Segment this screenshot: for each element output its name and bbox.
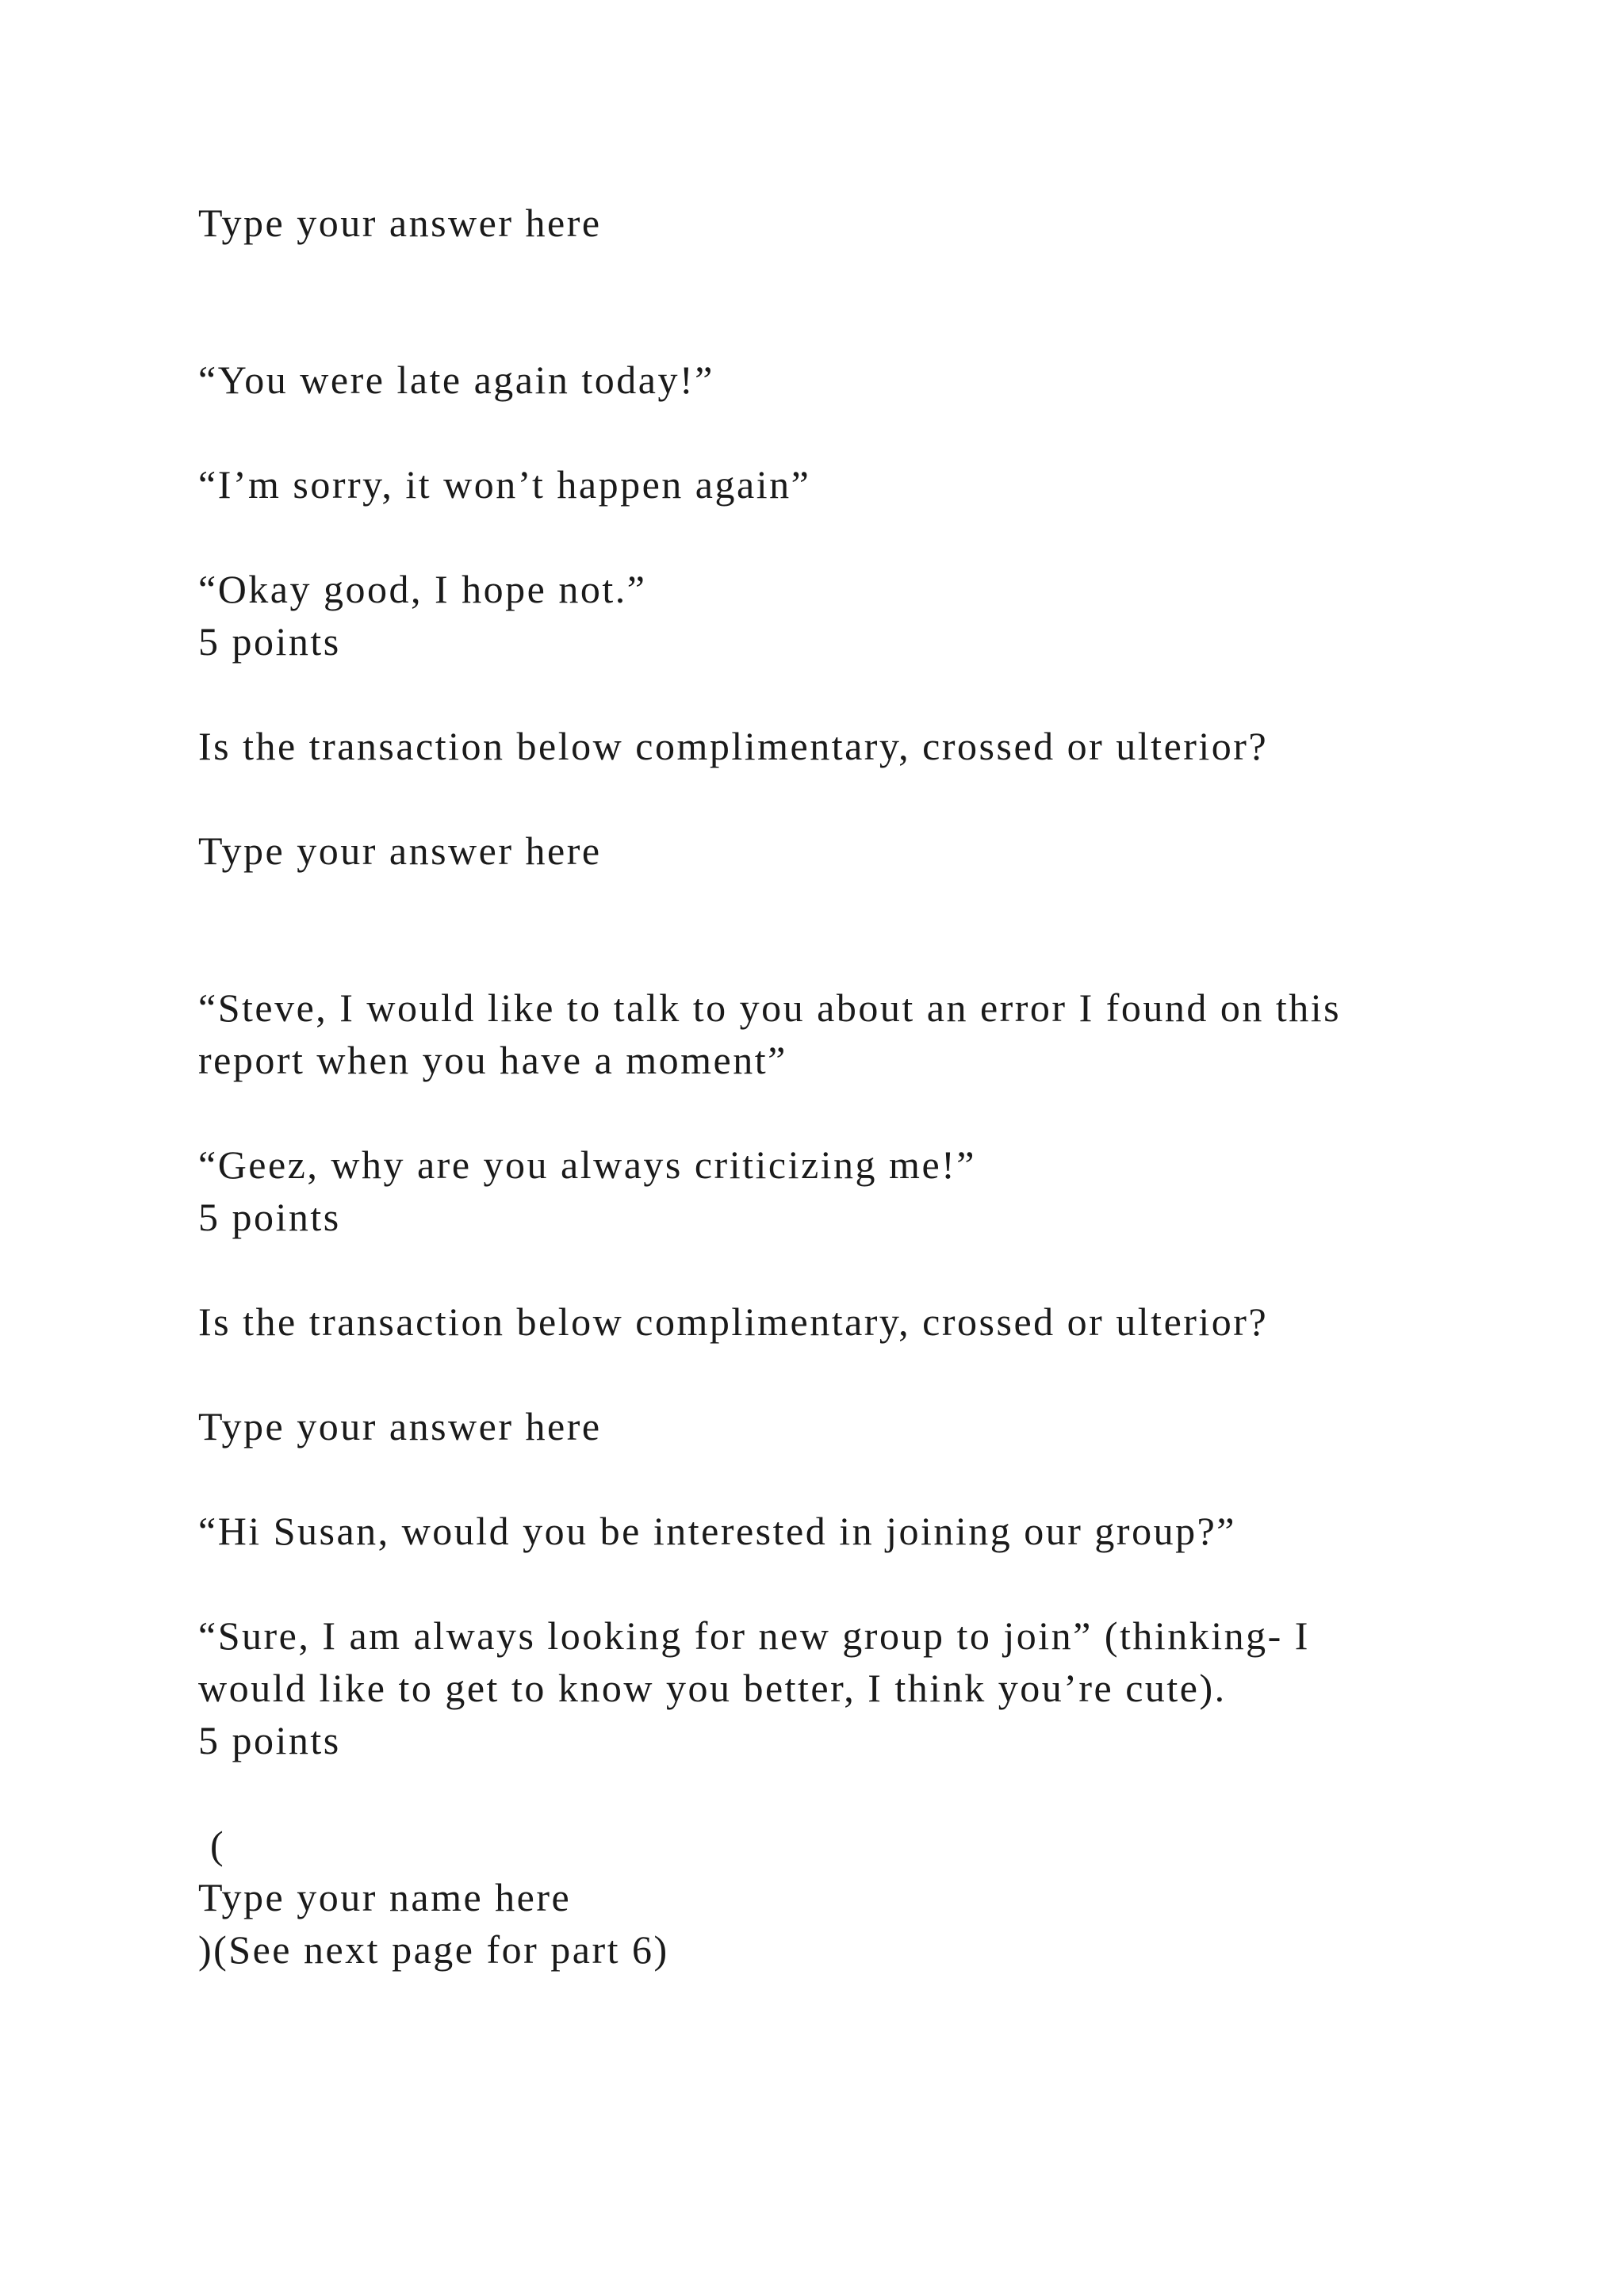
question-text: Is the transaction below complimentary, crossed or ulterior?: [198, 724, 1269, 768]
dialogue-line: “You were late again today!”: [198, 358, 714, 402]
dialogue-line: report when you have a moment”: [198, 1038, 787, 1082]
dialogue-line: “I’m sorry, it won’t happen again”: [198, 462, 811, 507]
dialogue-line: “Geez, why are you always criticizing me!”: [198, 1142, 976, 1187]
question-text: Is the transaction below complimentary, crossed or ulterior?: [198, 1299, 1269, 1344]
dialogue-line: would like to get to know you better, I think you’re cute).: [198, 1666, 1227, 1710]
name-field[interactable]: Type your name here: [198, 1875, 572, 1919]
dialogue-line: “Hi Susan, would you be interested in joining our group?”: [198, 1509, 1236, 1553]
answer-field-1[interactable]: Type your answer here: [198, 201, 602, 245]
next-page-note: )(See next page for part 6): [198, 1927, 669, 1972]
dialogue-line: “Okay good, I hope not.”: [198, 567, 647, 611]
answer-field-3[interactable]: Type your answer here: [198, 1404, 602, 1448]
points-label: 5 points: [198, 1718, 341, 1762]
answer-field-2[interactable]: Type your answer here: [198, 828, 602, 873]
dialogue-line: “Steve, I would like to talk to you about an error I found on this: [198, 985, 1342, 1030]
points-label: 5 points: [198, 1195, 341, 1239]
points-label: 5 points: [198, 619, 341, 664]
open-paren: (: [198, 1823, 226, 1867]
dialogue-line: “Sure, I am always looking for new group to join” (thinking- I: [198, 1613, 1310, 1658]
